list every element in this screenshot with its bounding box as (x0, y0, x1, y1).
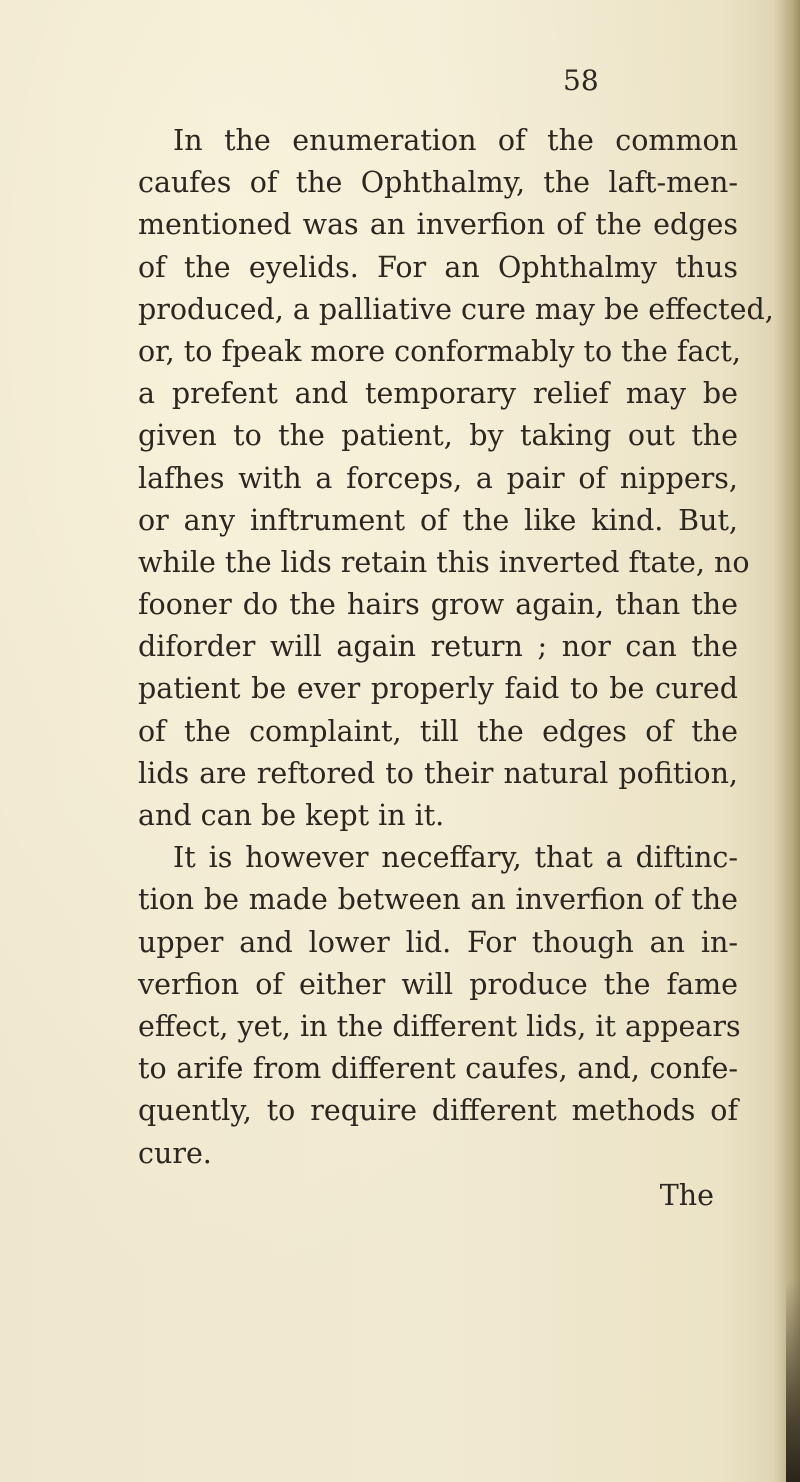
text-line: of the eyelids. For an Ophthalmy thus (138, 250, 738, 284)
text-line: produced, a palliative cure may be effected, (138, 292, 774, 326)
text-line: a prefent and temporary relief may be (138, 377, 738, 411)
body-text (138, 120, 774, 1217)
text-line: or, to fpeak more conformably to the fact, (138, 334, 741, 368)
text-line: It is however neceffary, that a diftinc- (173, 841, 738, 875)
text-line: fooner do the hairs grow again, than the (138, 588, 738, 622)
text-line: patient be ever properly faid to be cured (138, 672, 738, 706)
catchword: The (659, 1178, 714, 1212)
text-line: lafhes with a forceps, a pair of nippers, (138, 461, 738, 495)
text-line: diforder will again return ; nor can the (138, 630, 738, 664)
text-line: cure. (138, 1136, 212, 1170)
text-line: lids are reftored to their natural pofition, (138, 756, 738, 790)
text-line: to arife from different caufes, and, confe- (138, 1052, 738, 1086)
text-line: while the lids retain this inverted ftate, no (138, 545, 750, 579)
page-number: 58 (563, 64, 599, 97)
text-line: given to the patient, by taking out the (138, 419, 738, 453)
page-edge-shadow (774, 0, 800, 1482)
text-line: effect, yet, in the different lids, it appears (138, 1009, 741, 1043)
text-line: caufes of the Ophthalmy, the laft-men- (138, 166, 738, 200)
text-line: upper and lower lid. For though an in- (138, 925, 738, 959)
text-line: tion be made between an inverfion of the (138, 883, 738, 917)
text-line: verfion of either will produce the fame (138, 967, 738, 1001)
page-edge-dark (786, 1280, 800, 1482)
text-line: In the enumeration of the common (173, 124, 738, 157)
text-line: quently, to require different methods of (138, 1094, 738, 1128)
text-line: or any inftrument of the like kind. But, (138, 503, 738, 537)
text-line: of the complaint, till the edges of the (138, 714, 738, 748)
text-line: mentioned was an inverfion of the edges (138, 208, 738, 242)
text-line: and can be kept in it. (138, 799, 445, 832)
